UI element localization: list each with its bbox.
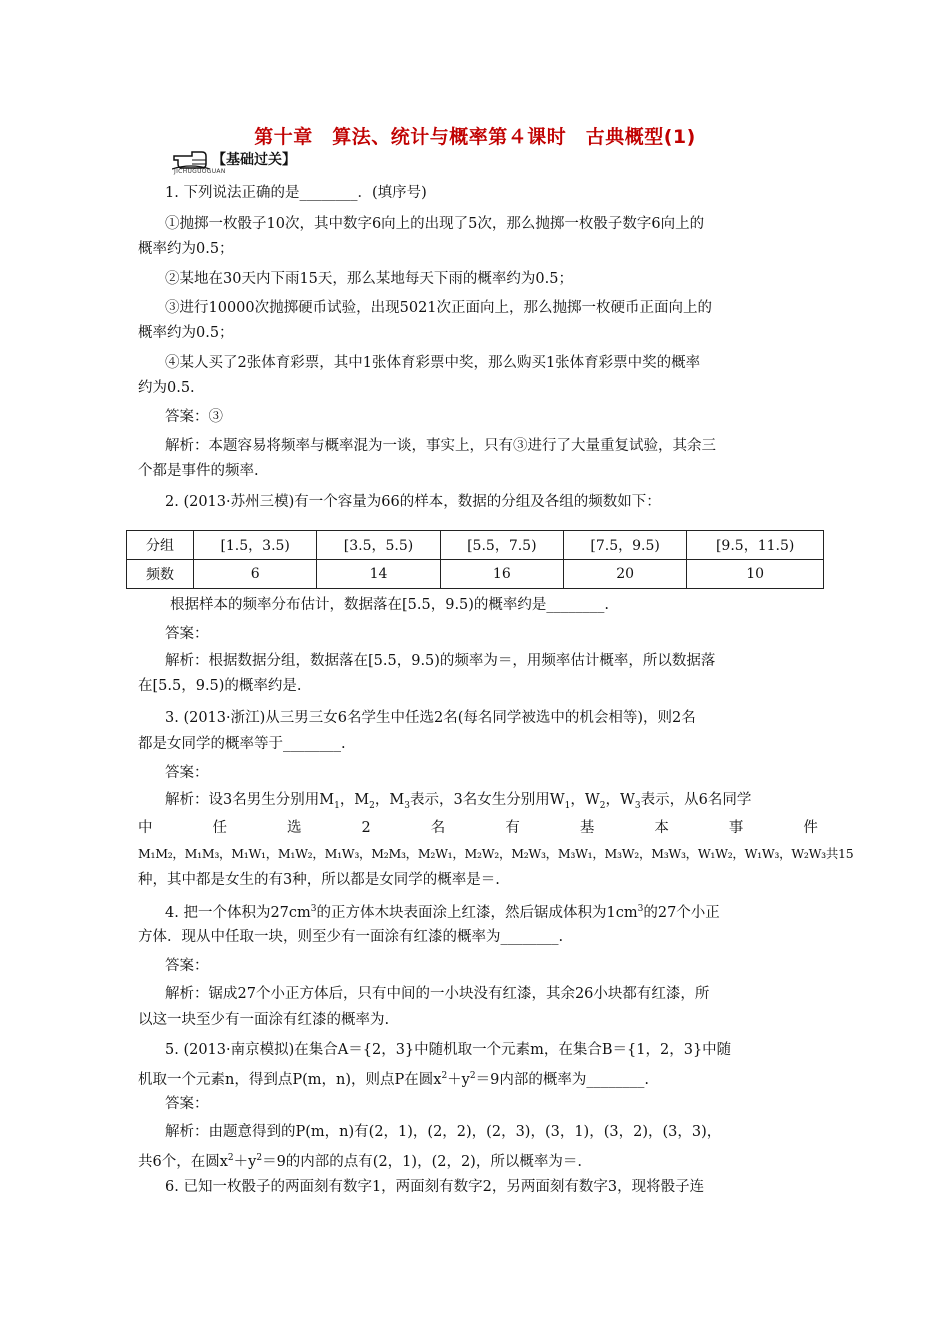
table-cell: 10 [687,560,824,589]
table-cell: 6 [194,560,317,589]
q3-analysis-a: 解析：设3名男生分别用$M_1$，$M_2$，$M_3$表示，3名女生分别用$W_1$，$W_2$，$W_3$表示，从6名同学 [165,792,752,811]
q3-stem-a: 3. (2013·浙江)从三男三女6名学生中任选2名(每名同学被选中的机会相等)，则2名 [165,710,696,726]
q5-answer: 答案： [165,1096,209,1112]
pointing-hand-icon [172,148,210,170]
q1-option-2: ②某地在30天内下雨15天，那么某地每天下雨的概率约为0.5； [165,271,573,287]
section-label: 【基础过关】 [212,152,296,168]
q2-analysis-b: 在[5.5，9.5)的概率约是. [138,678,302,694]
q3-analysis-c: 种，其中都是女生的有3种，所以都是女同学的概率是＝. [138,872,500,888]
q2-stem: 2. (2013·苏州三模)有一个容量为66的样本，数据的分组及各组的频数如下： [165,494,661,510]
q4-stem-a: 4. 把一个体积为$27cm^3$的正方体木块表面涂上红漆，然后锯成体积为$1cm^3$的27个小正 [165,904,720,921]
q1-analysis-b: 个都是事件的频率. [138,463,259,479]
table-cell: [5.5，7.5) [440,531,563,560]
q1-option-1a: ①抛掷一枚骰子10次，其中数字6向上的出现了5次，那么抛掷一枚骰子数字6向上的 [165,216,705,232]
q6-stem-a: 6. 已知一枚骰子的两面刻有数字1，两面刻有数字2，另两面刻有数字3，现将骰子连 [165,1179,705,1195]
table-cell: [9.5，11.5) [687,531,824,560]
table-cell: 16 [440,560,563,589]
q1-option-4b: 约为0.5. [138,380,195,396]
q4-analysis-b: 以这一块至少有一面涂有红漆的概率为. [138,1012,390,1028]
section-tag [172,146,332,176]
q4-analysis-a: 解析：锯成27个小正方体后，只有中间的一小块没有红漆，其余26小块都有红漆，所 [165,986,710,1002]
table-cell: 14 [317,560,440,589]
q5-stem-a: 5. (2013·南京模拟)在集合A＝{2，3}中随机取一个元素m，在集合B＝{1，2，3}中随 [165,1042,732,1058]
section-pinyin: JICHUGUOGUAN [174,168,226,175]
q3-analysis-spread: 中 任 选 2 名 有 基 本 事 件 [138,820,818,836]
table-cell: [1.5，3.5) [194,531,317,560]
q1-analysis-a: 解析：本题容易将频率与概率混为一谈，事实上，只有③进行了大量重复试验，其余三 [165,438,716,454]
table-row [127,560,824,589]
q3-answer: 答案： [165,765,209,781]
q4-answer: 答案： [165,958,209,974]
q1-answer: 答案：③ [165,409,223,425]
q5-stem-b: 机取一个元素n，得到点P(m，n)，则点P在圆$x^2+y^2=9$内部的概率为________. [138,1071,649,1088]
q1-stem: 1. 下列说法正确的是________．(填序号) [165,185,427,201]
q1-option-3a: ③进行10000次抛掷硬币试验，出现5021次正面向上，那么抛掷一枚硬币正面向上的 [165,300,713,316]
table-cell: 20 [563,560,686,589]
q3-events: M₁M₂，M₁M₃，M₁W₁，M₁W₂，M₁W₃，M₂M₃，M₂W₁，M₂W₂，M₂W₃，M₃W₁，M₃W₂，M₃W₃，W₁W₂，W₁W₃，W₂W₃共15 [138,846,854,861]
q2-answer: 答案： [165,626,209,642]
q1-option-1b: 概率约为0.5； [138,241,234,257]
table-row [127,531,824,560]
q1-option-4a: ④某人买了2张体育彩票，其中1张体育彩票中奖，那么购买1张体育彩票中奖的概率 [165,355,701,371]
q1-option-3b: 概率约为0.5； [138,325,234,341]
q4-stem-b: 方体．现从中任取一块，则至少有一面涂有红漆的概率为________. [138,929,564,945]
q2-analysis-a: 解析：根据数据分组，数据落在[5.5，9.5)的频率为＝，用频率估计概率，所以数据落 [165,653,716,669]
q2-question: 根据样本的频率分布估计，数据落在[5.5，9.5)的概率约是________. [170,597,610,613]
q3-stem-b: 都是女同学的概率等于________. [138,736,346,752]
table-cell: [3.5，5.5) [317,531,440,560]
table-header-cell: 频数 [127,560,194,589]
q5-analysis-a: 解析：由题意得到的P(m，n)有(2，1)，(2，2)，(2，3)，(3，1)，(3，2)，(3，3)， [165,1124,722,1140]
frequency-table [126,530,824,589]
table-cell: [7.5，9.5) [563,531,686,560]
q5-analysis-b: 共6个，在圆$x^2+y^2=9$的内部的点有(2，1)，(2，2)，所以概率为＝. [138,1153,582,1170]
page-title: 第十章 算法、统计与概率第４课时 古典概型(1) [254,126,696,148]
table-header-cell: 分组 [127,531,194,560]
